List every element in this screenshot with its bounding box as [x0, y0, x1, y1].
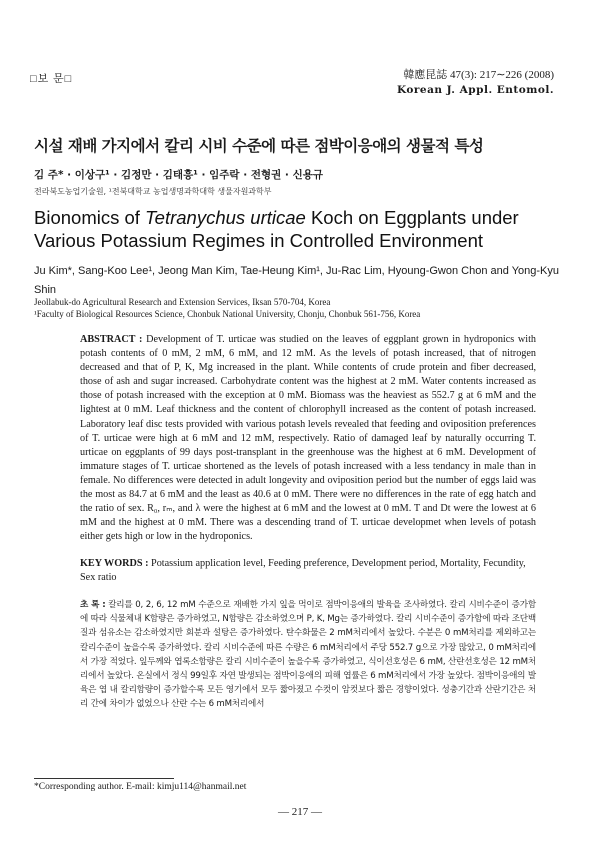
abstract-label: ABSTRACT :	[80, 334, 143, 345]
keywords	[80, 557, 536, 585]
korean-authors: 김 주* · 이상구¹ · 김정만 · 김태흥¹ · 임주락 · 전형권 · 신용규	[34, 169, 324, 181]
affiliation-2: ¹Faculty of Biological Resources Science, Chonbuk National University, Chonju, Chonbuk 561-756, Korea	[34, 309, 421, 319]
section-label: □보 문□	[30, 73, 73, 85]
keywords-text: Potassium application level, Feeding preference, Development period, Mortality, Fecundity, Sex ratio	[80, 558, 526, 583]
journal-name: Korean J. Appl. Entomol.	[396, 84, 554, 96]
english-affiliations	[34, 296, 574, 320]
english-title-part2: Koch on Eggplants under Various Potassium Regimes in Controlled Environment	[34, 207, 519, 251]
affiliation-1: Jeollabuk-do Agricultural Research and Extension Services, Iksan 570-704, Korea	[34, 297, 331, 307]
footnote-divider	[34, 778, 174, 779]
english-title-part1: Bionomics of	[34, 207, 146, 228]
korean-abstract-text: 칼리를 0, 2, 6, 12 mM 수준으로 재배한 가지 잎을 먹이로 점박이응애의 발육을 조사하였다. 칼리 시비수준이 증가함에 따라 식물체내 K함량은 증가하였고, N함량은 감소하였으며 P, K, Mg는 증가하였다. 칼리 시비수준이 증가함에 따라 조단백질과 섬유소는 감소하였지만 회분과 설탕은 증가하였다. 탄수화물은 2 mM처리에서 높았다. 수분은 0 mM처리를 제외하고는 칼리수준이 높을수록 증가하였다. 칼리 시비수준에 따른 수량은 6 mM처리에서 주당 552.7 g으로 가장 많았고, 0 mM처리에서 가장 적었다. 잎두께와 엽록소함량은 칼리 시비수준이 높을수록 증가하였고, 식이선호성은 6 mM, 산란선호성은 12 mM처리에서 높았다. 온실에서 정식 99일후 자연 발생되는 점박이응애의 피해 엽률은 6 mM처리에서 가장 높았다. 점박이응애의 발육은 엽 내 칼리함량이 증가할수록 모든 영기에서 모두 짧아졌고 수컷이 암컷보다 짧은 경향이었다. 성충기간과 산란기간은 처리 간에 차이가 없었으나 산란 수는 6 mM처리에서	[80, 600, 536, 710]
footnote: *Corresponding author. E-mail: kimju114@hanmail.net	[34, 782, 247, 792]
korean-abstract	[80, 598, 536, 712]
keywords-label: KEY WORDS :	[80, 558, 149, 569]
english-authors: Ju Kim*, Sang-Koo Lee¹, Jeong Man Kim, Tae-Heung Kim¹, Ju-Rac Lim, Hyoung-Gwon Chon and Yong-Kyu Shin	[34, 265, 560, 296]
korean-affiliation: 전라북도농업기술원, ¹전북대학교 농업생명과학대학 생물자원과학부	[34, 187, 272, 196]
english-title	[34, 206, 574, 252]
korean-abstract-label: 초 록 :	[80, 600, 106, 610]
journal-header	[397, 68, 554, 98]
english-title-species: Tetranychus urticae	[145, 207, 306, 228]
korean-title: 시설 재배 가지에서 칼리 시비 수준에 따른 점박이응애의 생물적 특성	[34, 137, 484, 155]
abstract	[80, 333, 536, 544]
journal-reference: 韓應昆誌 47(3): 217∼226 (2008)	[403, 69, 554, 81]
abstract-text: Development of T. urticae was studied on the leaves of eggplant grown in hydroponics with potash contents of 0 mM, 2 mM, 6 mM, and 12 mM. As the levels of potash increased, that of nitrogen decreased and that of P, K, Mg increased in the plant. While contents of crude protein and fiber decreased, those of ash and sugar increased. Carbohydrate content was the highest at 2 mM. Water contents increased as those of potash increased with the exception at 0 mM. Biomass was the heaviest as 552.7 g at 6 mM and the lightest at 0 mM. Leaf thickness and the content of chlorophyll increased as the content of potash increased. Laboratory leaf disc tests provided with various potash levels revealed that feeding and oviposition preferences of T. urticae were high at 6 mM and 12 mM, respectively. Ratio of damaged leaf by naturally occurring T. urticae on eggplants of 99 days post-transplant in the greenhouse was the highest at 6 mM. Development of immature stages of T. urticae shortened as the levels of potash increased with a less tendancy in male than in female. No differences were detected in adult longevity and oviposition period but the number of eggs laid was the most as 84.7 at 6 mM and the least as 40.6 at 0 mM. There were no differences in the rate of egg hatch and the ratio of sex. R₀, rₘ, and λ were the highest at 6 mM and the lowest at 0 mM. T and Dt were the lowest at 6 mM and the highest at 0 mM. There was a descending trand of T. urticae developmet when levels of potash either gets high or low in the hydroponics.	[80, 334, 537, 543]
page-number: — 217 —	[278, 806, 322, 818]
